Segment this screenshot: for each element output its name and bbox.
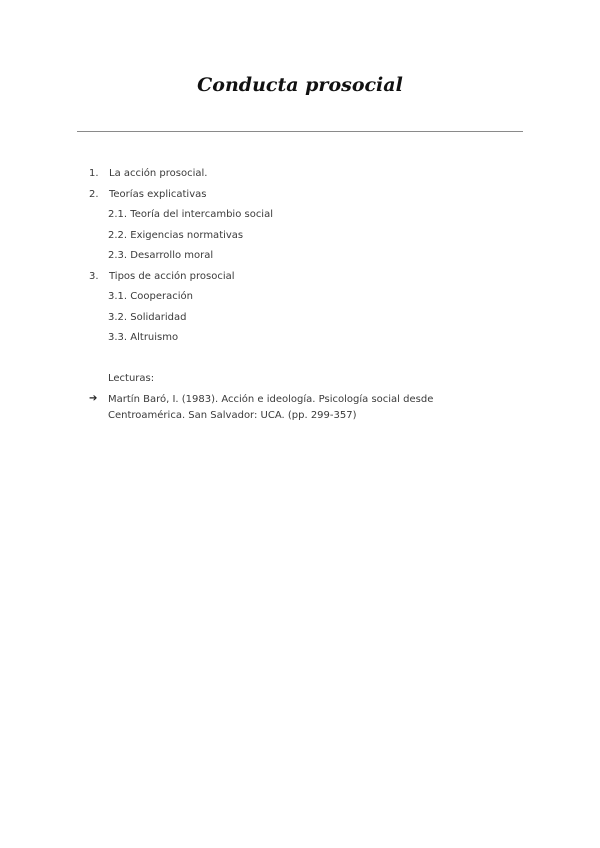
- toc-number: 2.: [89, 189, 99, 200]
- document-title: Conducta prosocial: [197, 74, 403, 96]
- readings-label: Lecturas:: [108, 373, 155, 384]
- toc-number: 2.2.: [108, 230, 128, 241]
- toc-text: Teoría del intercambio social: [130, 209, 273, 220]
- toc-item-2-1: [108, 208, 273, 222]
- toc-number: 3.3.: [108, 332, 128, 343]
- toc-item-2-3: [108, 249, 213, 263]
- toc-text: Desarrollo moral: [130, 250, 214, 261]
- toc-item-3-2: [108, 311, 187, 325]
- toc-number: 3.1.: [108, 291, 128, 302]
- toc-item-3-1: [108, 290, 193, 304]
- toc-item-2-2: [108, 229, 243, 243]
- toc-text: Altruismo: [130, 332, 179, 343]
- toc-text: Solidaridad: [130, 312, 187, 323]
- toc-text: Cooperación: [130, 291, 193, 302]
- toc-text: Teorías explicativas: [109, 189, 207, 200]
- toc-number: 1.: [89, 168, 99, 179]
- reading-reference: Martín Baró, I. (1983). Acción e ideología. Psicología social desde Centroamérica. San Salvador: UCA. (pp. 299-357): [108, 394, 434, 421]
- title-divider: [77, 131, 523, 132]
- toc-number: 3.: [89, 271, 99, 282]
- toc-item-3-3: [108, 331, 178, 345]
- toc-text: Tipos de acción prosocial: [109, 271, 235, 282]
- toc-number: 3.2.: [108, 312, 128, 323]
- toc-text: Exigencias normativas: [130, 230, 244, 241]
- toc-text: La acción prosocial.: [109, 168, 208, 179]
- toc-number: 2.3.: [108, 250, 128, 261]
- toc-number: 2.1.: [108, 209, 128, 220]
- arrow-right-icon: ➔: [89, 393, 98, 404]
